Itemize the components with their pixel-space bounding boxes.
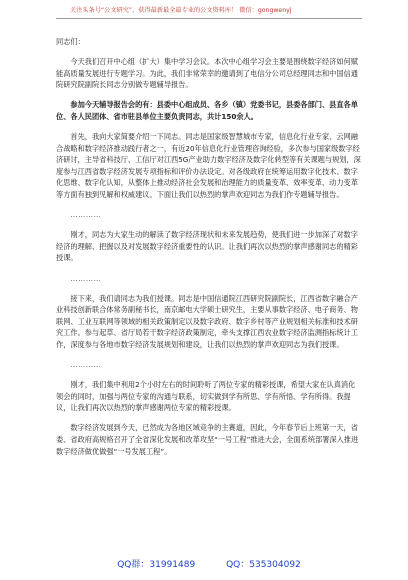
footer-contacts: [56, 558, 362, 572]
greeting: 同志们：: [56, 37, 85, 46]
paragraph-speaker-one-intro: 首先，我向大家简要介绍一下同志。同志是国家级智慧城市专家，信息化行业专家、云网融合战略和数字经济推动践行者之一，有近20年信息化行业管理咨询经验，多次参与国家级数字经济研讨，主导省科技厅、工信厅对江西5G产业助力数字经济及数字化转型等有关课题与规划，深度参与江西省数字经济发展专项指标和评价办法设定。对各级政府在统筹运用数字化技术、数字化思维、数字化认知，从整体上推动经济社会发展和治理能力的质量变革、效率变革、动力变革等方面有独到见解和权威建议。下面让我们以热烈的掌声欢迎同志为我们作专题辅导报告。: [56, 132, 361, 200]
paragraph-speaker-two-intro: 接下来，我们请同志为我们授课。同志是中国信通院江西研究院副院长，江西省数字融合产业科技创新联合体常务副秘书长，南京邮电大学硕士研究生，主要从事数字经济、电子商务、物联网、工业互联网等领域的相关政策制定以及数字政府、数字乡村等产业规划相关标准和技术研究工作。参与起草、省厅局若干数字经济政策制定，牵头支撑江西农业数字经济监测指标统计工作，深度参与各地市数字经济发展规划和建设，让我们以热烈的掌声欢迎同志为我们授课。: [56, 293, 358, 349]
paragraph-digital-economy: 数字经济发展到今天，已然成为各地区域竞争的主赛道，因此，今年春节后上班第一天，省委、省政府高规格召开了全省深化发展和改革攻坚“一号工程”推进大会，全面系统部署深入推进数字经济做优做强“一号发展工程”。: [56, 423, 359, 456]
section-divider: …………: [70, 360, 102, 370]
header-divider: [56, 18, 362, 19]
paragraph-speaker-one-thanks: 刚才，同志为大家生动的解读了数字经济现状和未来发展趋势，使我们进一步加深了对数字经济的理解、把握以及对发展数字经济重要性的认识。让我们再次以热烈的掌声感谢同志的精彩授课。: [56, 230, 358, 263]
paragraph-attendees: 参加今天辅导报告会的有：县委中心组成员、各乡（镇）党委书记，县委各部门、县直各单位、各人民团体、省市驻县单位主要负责同志，共计150余人。: [56, 100, 358, 121]
footer-qq-group: QQ群：31991489: [117, 560, 196, 570]
paragraph-closing-thanks: 刚才，我们集中利用2个小时左右的时间聆听了两位专家的精彩授课，希望大家在认真消化领会的同时，加强与两位专家的沟通与联系，切实做到学有所思、学有所悟、学有所得。我提议，让我们再次以热烈的掌声感谢两位专家的精彩授课。: [56, 380, 356, 413]
section-divider: …………: [70, 210, 102, 220]
document-body: [56, 36, 362, 466]
section-divider: …………: [70, 273, 102, 283]
paragraph-opening: 今天我们召开中心组（扩大）集中学习会议。本次中心组学习会主要是围绕数字经济如何赋能高质量发展进行专题学习。为此，我们非常荣幸的邀请到了电信分公司总经理同志和中国信通院研究院副院长同志分别做专题辅导报告。: [56, 57, 358, 90]
header-banner: 关注头条号“公文研究”，获得最新最全最专业的公文资料库！ 微信：gongwenyj: [70, 7, 292, 14]
footer-qq-number: QQ：535304092: [226, 560, 301, 570]
